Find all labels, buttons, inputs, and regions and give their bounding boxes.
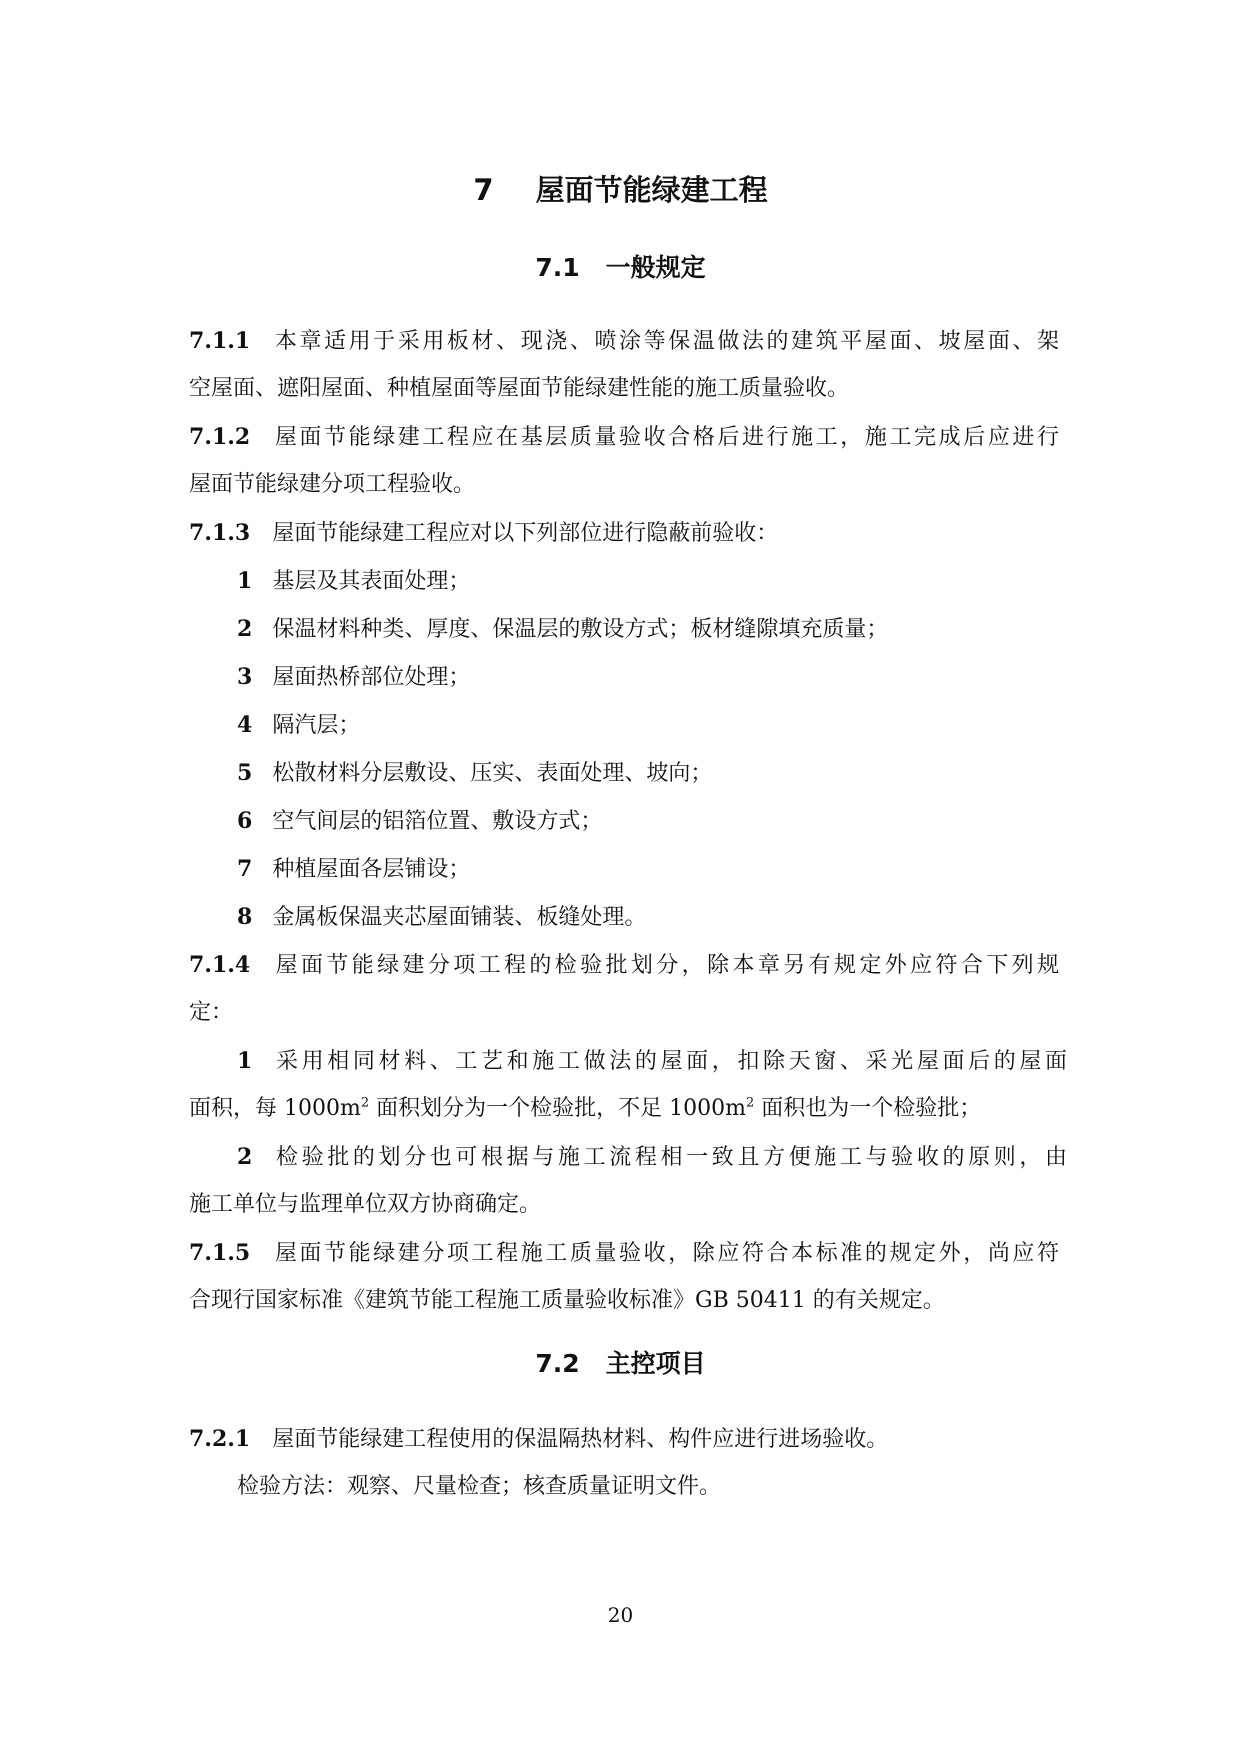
clause-text: 屋面节能绿建分项工程的检验批划分，除本章另有规定外应符合下列规 bbox=[272, 953, 1059, 978]
section-title-text: 一般规定 bbox=[605, 253, 706, 282]
clause-7-1-2-line2: 屋面节能绿建分项工程验收。 bbox=[189, 472, 476, 497]
item-text-c: 面积也为一个检验批； bbox=[754, 1096, 982, 1121]
clause-text: 屋面节能绿建工程使用的保温隔热材料、构件应进行进场验收。 bbox=[272, 1427, 889, 1452]
section-title-7-1 bbox=[0, 250, 1241, 286]
chapter-title bbox=[0, 170, 1241, 210]
list-item bbox=[237, 893, 1067, 942]
clause-number: 7.1.4 bbox=[189, 952, 251, 978]
superscript: 2 bbox=[745, 1095, 755, 1111]
item-text: 检验批的划分也可根据与施工流程相一致且方便施工与验收的原则，由 bbox=[272, 1145, 1067, 1170]
item-text-b: 面积划分为一个检验批，不足 1000m bbox=[369, 1096, 746, 1121]
superscript: 2 bbox=[360, 1095, 370, 1111]
clause-7-1-3-line1 bbox=[189, 509, 1059, 558]
inspection-method: 检验方法：观察、尺量检查；核查质量证明文件。 bbox=[237, 1474, 722, 1499]
clause-7-1-1-line1 bbox=[189, 317, 1059, 366]
clause-7-2-1-line1 bbox=[189, 1415, 1059, 1464]
item-text: 隔汽层； bbox=[272, 713, 361, 738]
list-item bbox=[237, 701, 1067, 750]
clause-7-1-2-line1 bbox=[189, 413, 1059, 462]
item-number: 7 bbox=[237, 856, 253, 882]
list-item bbox=[237, 605, 1067, 654]
list-item bbox=[237, 749, 1067, 798]
chapter-number: 7 bbox=[473, 173, 494, 207]
clause-number: 7.2.1 bbox=[189, 1426, 251, 1452]
section-number: 7.1 bbox=[535, 253, 580, 282]
item-text: 采用相同材料、工艺和施工做法的屋面，扣除天窗、采光屋面后的屋面 bbox=[272, 1049, 1067, 1074]
item-number: 5 bbox=[237, 760, 253, 786]
item-text: 空气间层的铝箔位置、敷设方式； bbox=[272, 809, 603, 834]
clause-text: 屋面节能绿建工程应对以下列部位进行隐蔽前验收： bbox=[272, 521, 779, 546]
clause-text: 屋面节能绿建工程应在基层质量验收合格后进行施工，施工完成后应进行 bbox=[272, 425, 1059, 450]
section-number: 7.2 bbox=[535, 1349, 580, 1378]
clause-number: 7.1.1 bbox=[189, 328, 251, 354]
section-title-7-2 bbox=[0, 1346, 1241, 1382]
item-number: 8 bbox=[237, 904, 253, 930]
list-item bbox=[237, 797, 1067, 846]
item-number: 1 bbox=[237, 568, 253, 594]
item-text: 保温材料种类、厚度、保温层的敷设方式；板材缝隙填充质量； bbox=[272, 617, 889, 642]
chapter-title-text: 屋面节能绿建工程 bbox=[535, 173, 768, 207]
item-number: 4 bbox=[237, 712, 253, 738]
clause-7-1-1-line2: 空屋面、遮阳屋面、种植屋面等屋面节能绿建性能的施工质量验收。 bbox=[189, 376, 850, 401]
item-text: 松散材料分层敷设、压实、表面处理、坡向； bbox=[272, 761, 713, 786]
clause-7-1-4-line2: 定： bbox=[189, 1000, 234, 1025]
clause-number: 7.1.2 bbox=[189, 424, 251, 450]
item-number: 6 bbox=[237, 808, 253, 834]
clause-number: 7.1.3 bbox=[189, 520, 251, 546]
item-number: 2 bbox=[237, 616, 253, 642]
item-number: 1 bbox=[237, 1048, 253, 1074]
page-number: 20 bbox=[607, 1603, 634, 1627]
list-item bbox=[237, 1037, 1067, 1086]
list-item bbox=[237, 845, 1067, 894]
list-item-continuation bbox=[189, 1085, 1059, 1133]
clause-7-1-5-line1 bbox=[189, 1229, 1059, 1278]
list-item bbox=[237, 653, 1067, 702]
clause-text: 本章适用于采用板材、现浇、喷涂等保温做法的建筑平屋面、坡屋面、架 bbox=[272, 329, 1059, 354]
clause-7-1-5-line2: 合现行国家标准《建筑节能工程施工质量验收标准》GB 50411 的有关规定。 bbox=[189, 1288, 945, 1313]
section-title-text: 主控项目 bbox=[605, 1349, 706, 1378]
list-item bbox=[237, 1133, 1067, 1182]
clause-text: 屋面节能绿建分项工程施工质量验收，除应符合本标准的规定外，尚应符 bbox=[272, 1241, 1059, 1266]
item-number: 2 bbox=[237, 1144, 253, 1170]
list-item-continuation: 施工单位与监理单位双方协商确定。 bbox=[189, 1192, 542, 1217]
item-text: 基层及其表面处理； bbox=[272, 569, 471, 594]
item-number: 3 bbox=[237, 664, 253, 690]
item-text-a: 面积，每 1000m bbox=[189, 1096, 361, 1121]
item-text: 种植屋面各层铺设； bbox=[272, 857, 471, 882]
clause-7-1-4-line1 bbox=[189, 941, 1059, 990]
list-item bbox=[237, 557, 1067, 606]
clause-number: 7.1.5 bbox=[189, 1240, 251, 1266]
item-text: 屋面热桥部位处理； bbox=[272, 665, 471, 690]
item-text: 金属板保温夹芯屋面铺装、板缝处理。 bbox=[272, 905, 647, 930]
